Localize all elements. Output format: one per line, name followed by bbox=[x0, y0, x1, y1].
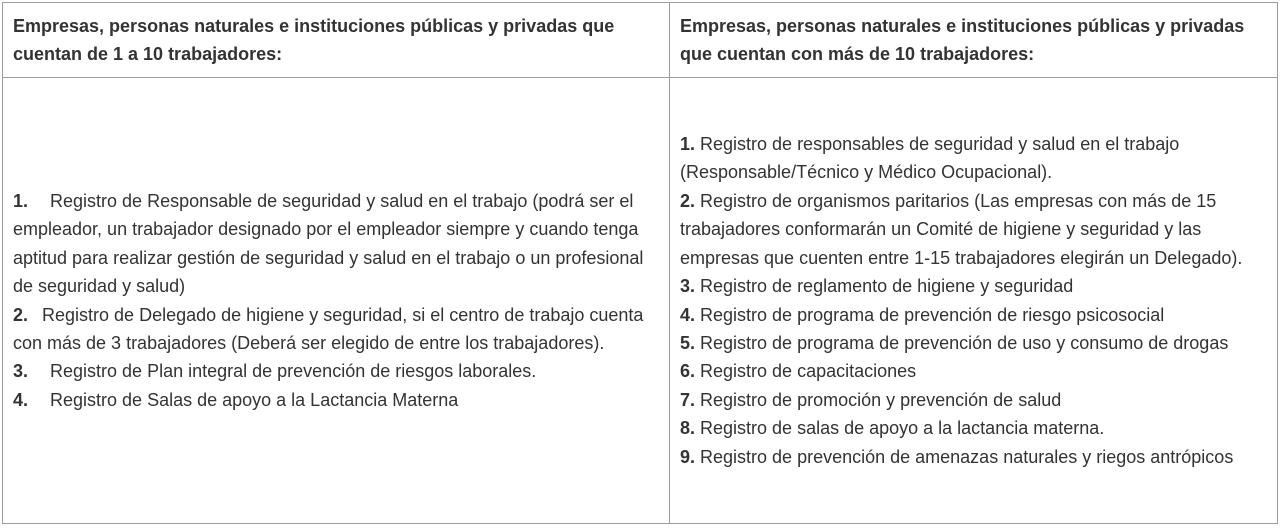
table-row bbox=[3, 78, 1278, 524]
list-item bbox=[680, 357, 1267, 385]
list-item bbox=[13, 357, 659, 385]
list-item-number: 9. bbox=[680, 446, 696, 467]
large-employers-requirements-cell bbox=[670, 78, 1278, 524]
header-cell-large-employers bbox=[670, 3, 1278, 78]
small-employers-requirements-cell bbox=[3, 78, 670, 524]
list-item-number: 6. bbox=[680, 361, 696, 382]
list-item-text: Registro de programa de prevención de riesgo psicosocial bbox=[700, 304, 1165, 325]
list-item-text: Registro de Delegado de higiene y seguridad, si el centro de trabajo cuenta con más de 3 trabajadores (Deberá ser elegido de entre los trabajadores). bbox=[13, 304, 644, 353]
list-item-text: Registro de reglamento de higiene y seguridad bbox=[700, 276, 1074, 297]
list-item-number: 7. bbox=[680, 389, 696, 410]
header-cell-small-employers bbox=[3, 3, 670, 78]
list-item-number: 3. bbox=[13, 361, 29, 382]
list-item-text: Registro de Plan integral de prevención de riesgos laborales. bbox=[50, 361, 537, 382]
list-item-number: 3. bbox=[680, 276, 696, 297]
list-item-number: 4. bbox=[680, 304, 696, 325]
list-item bbox=[680, 272, 1267, 300]
list-item-number: 2. bbox=[13, 304, 29, 325]
list-item bbox=[680, 443, 1267, 471]
list-item bbox=[680, 386, 1267, 414]
list-item-number: 8. bbox=[680, 418, 696, 439]
list-item-text: Registro de programa de prevención de uso y consumo de drogas bbox=[700, 332, 1229, 353]
list-item-text: Registro de responsables de seguridad y salud en el trabajo (Responsable/Técnico y Médico Ocupacional). bbox=[680, 134, 1180, 183]
header-small-employers: Empresas, personas naturales e instituciones públicas y privadas que cuentan de 1 a 10 trabajadores: bbox=[13, 15, 615, 64]
table-header-row bbox=[3, 3, 1278, 78]
list-item bbox=[680, 329, 1267, 357]
list-item bbox=[13, 187, 659, 301]
list-item-text: Registro de salas de apoyo a la lactancia materna. bbox=[700, 418, 1105, 439]
list-item-text: Registro de Salas de apoyo a la Lactancia Materna bbox=[50, 389, 459, 410]
list-item-text: Registro de prevención de amenazas naturales y riegos antrópicos bbox=[700, 446, 1234, 467]
list-item-text: Registro de promoción y prevención de salud bbox=[700, 389, 1062, 410]
list-item bbox=[680, 130, 1267, 187]
list-item-text: Registro de capacitaciones bbox=[700, 361, 917, 382]
header-large-employers: Empresas, personas naturales e instituciones públicas y privadas que cuentan con más de 10 trabajadores: bbox=[680, 15, 1245, 64]
list-item-number: 2. bbox=[680, 190, 696, 211]
list-item-number: 1. bbox=[680, 134, 696, 155]
list-item bbox=[13, 301, 659, 358]
list-item-number: 1. bbox=[13, 190, 29, 211]
list-item bbox=[680, 187, 1267, 272]
list-item-number: 4. bbox=[13, 389, 29, 410]
list-item-number: 5. bbox=[680, 332, 696, 353]
list-item bbox=[680, 414, 1267, 442]
list-item-text: Registro de organismos paritarios (Las empresas con más de 15 trabajadores conformarán un Comité de higiene y seguridad y las empresas que cuenten entre 1-15 trabajadores elegirán un Delegado). bbox=[680, 190, 1243, 268]
requirements-table bbox=[2, 2, 1278, 524]
list-item bbox=[680, 301, 1267, 329]
list-item bbox=[13, 386, 659, 414]
list-item-text: Registro de Responsable de seguridad y salud en el trabajo (podrá ser el empleador, un trabajador designado por el empleador siempre y cuando tenga aptitud para realizar gestión de seguridad y salud en el trabajo o un profesional de seguridad y salud) bbox=[13, 190, 644, 297]
